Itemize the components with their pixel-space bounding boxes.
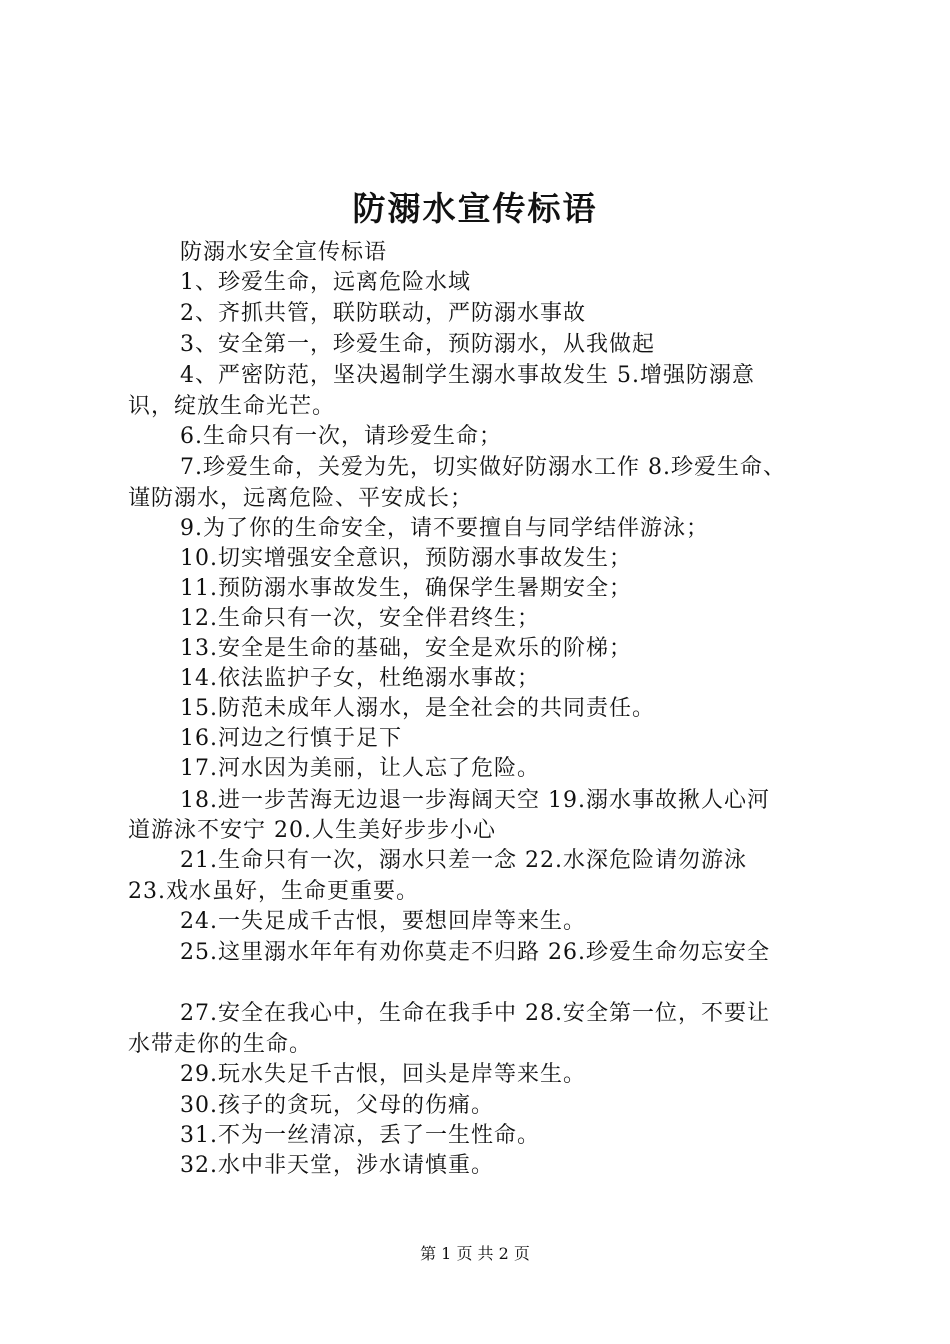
slogan-line: 2、齐抓共管，联防联动，严防溺水事故: [180, 301, 586, 326]
slogan-line: 7.珍爱生命，关爱为先，切实做好防溺水工作 8.珍爱生命、: [180, 455, 786, 480]
slogan-line: 29.玩水失足千古恨，回头是岸等来生。: [180, 1062, 586, 1087]
slogan-line: 27.安全在我心中，生命在我手中 28.安全第一位，不要让: [180, 1001, 770, 1026]
slogan-line: 10.切实增强安全意识，预防溺水事故发生；: [180, 546, 632, 571]
document-subtitle: 防溺水安全宣传标语: [180, 240, 388, 265]
slogan-line: 31.不为一丝清凉，丢了一生性命。: [180, 1123, 540, 1148]
slogan-line: 4、严密防范，坚决遏制学生溺水事故发生 5.增强防溺意: [180, 363, 755, 388]
slogan-line: 3、安全第一，珍爱生命，预防溺水，从我做起: [180, 332, 655, 357]
slogan-line: 23.戏水虽好，生命更重要。: [128, 879, 419, 904]
slogan-line: 21.生命只有一次，溺水只差一念 22.水深危险请勿游泳: [180, 848, 747, 873]
slogan-line: 17.河水因为美丽，让人忘了危险。: [180, 756, 540, 781]
slogan-line: 15.防范未成年人溺水，是全社会的共同责任。: [180, 696, 655, 721]
slogan-line: 32.水中非天堂，涉水请慎重。: [180, 1153, 494, 1178]
slogan-line: 24.一失足成千古恨，要想回岸等来生。: [180, 909, 586, 934]
slogan-line: 18.进一步苦海无边退一步海阔天空 19.溺水事故揪人心河: [180, 788, 770, 813]
slogan-line: 12.生命只有一次，安全伴君终生；: [180, 606, 540, 631]
slogan-line: 11.预防溺水事故发生，确保学生暑期安全；: [180, 576, 632, 601]
slogan-line: 13.安全是生命的基础，安全是欢乐的阶梯；: [180, 636, 632, 661]
slogan-line: 16.河边之行慎于足下: [180, 726, 402, 751]
slogan-line: 谨防溺水，远离危险、平安成长；: [128, 486, 474, 511]
slogan-line: 识，绽放生命光芒。: [128, 394, 336, 419]
slogan-line: 水带走你的生命。: [128, 1032, 313, 1057]
slogan-line: 9.为了你的生命安全，请不要擅自与同学结伴游泳；: [180, 516, 709, 541]
slogan-line: 14.依法监护子女，杜绝溺水事故；: [180, 666, 540, 691]
document-title: 防溺水宣传标语: [352, 189, 598, 228]
slogan-line: 6.生命只有一次，请珍爱生命；: [180, 424, 502, 449]
slogan-line: 25.这里溺水年年有劝你莫走不归路 26.珍爱生命勿忘安全: [180, 940, 770, 965]
slogan-line: 30.孩子的贪玩，父母的伤痛。: [180, 1093, 494, 1118]
page-footer: 第 1 页 共 2 页: [420, 1244, 530, 1263]
slogan-line: 道游泳不安宁 20.人生美好步步小心: [128, 818, 496, 843]
slogan-line: 1、珍爱生命，远离危险水域: [180, 270, 471, 295]
